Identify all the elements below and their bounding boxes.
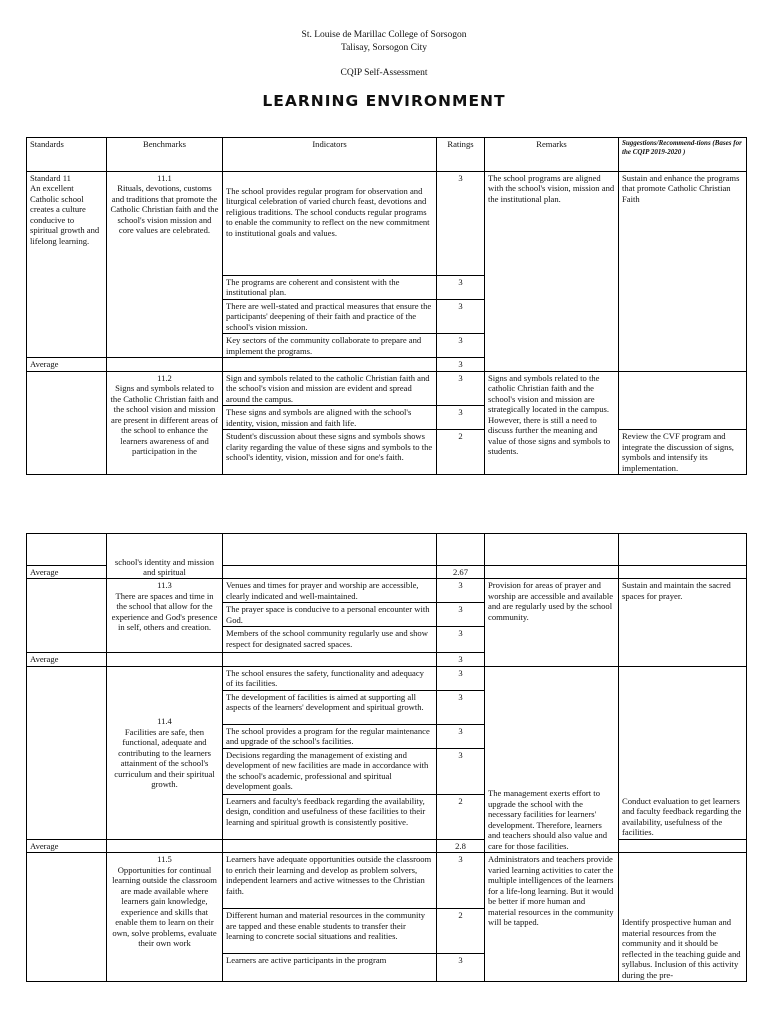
- empty-cell: [223, 839, 437, 852]
- benchmark-number: 11.2: [157, 372, 172, 383]
- empty-cell: [619, 839, 747, 852]
- benchmark-text: There are spaces and time in the school that allow for the experience and God's presence in self, others and creation.: [111, 590, 218, 633]
- benchmark-number: 11.5: [157, 854, 172, 865]
- benchmark-11-2: [107, 371, 223, 474]
- indicator: Members of the school community regularly use and show respect for designated sacred spaces.: [223, 627, 437, 653]
- indicator: Learners have adequate opportunities outside the classroom to enrich their learning and develop as problem solvers, independent learners and active witnesses to the Christian faith.: [223, 853, 437, 909]
- standard-11: [27, 172, 107, 358]
- empty-cell: [223, 534, 437, 566]
- empty-cell: [223, 358, 437, 371]
- suggestion: Sustain and enhance the programs that promote Catholic Christian Faith: [619, 172, 747, 372]
- page-title: LEARNING ENVIRONMENT: [262, 92, 506, 110]
- empty-cell: [107, 653, 223, 666]
- empty-cell: [27, 534, 107, 566]
- rating: 3: [437, 724, 485, 748]
- indicator: The school provides regular program for observation and liturgical celebration of varied church feast, devotions and religious traditions. The school conducts regular programs to enable the community to reflect on the new commitment to institutional goals and values.: [223, 172, 437, 276]
- rating: 3: [437, 172, 485, 276]
- benchmark-11-2-cont: school's identity and mission and spiritual: [107, 534, 223, 579]
- empty-cell: [107, 358, 223, 371]
- empty-cell: [619, 566, 747, 579]
- indicator: The development of facilities is aimed at supporting all aspects of the learners' development and spiritual growth.: [223, 690, 437, 724]
- indicator: The school ensures the safety, functionality and adequacy of its facilities.: [223, 666, 437, 690]
- col-indicators: Indicators: [223, 138, 437, 172]
- rating: 3: [437, 276, 485, 300]
- indicator: The programs are coherent and consistent with the institutional plan.: [223, 276, 437, 300]
- benchmark-number: 11.3: [157, 580, 172, 591]
- average-label: Average: [27, 566, 107, 579]
- rating: 3: [437, 748, 485, 794]
- empty-cell: [27, 853, 107, 982]
- average-rating: 2.67: [437, 566, 485, 579]
- rating: 3: [437, 853, 485, 909]
- rating: 2: [437, 909, 485, 954]
- empty-cell: [619, 534, 747, 566]
- benchmark-11-4: [107, 666, 223, 839]
- rating: 2: [437, 794, 485, 839]
- suggestion: Identify prospective human and material resources from the community and it should be reflected in the teaching guide and syllabus. Inclusion of this activity during the pre-: [619, 853, 747, 982]
- suggestion: Conduct evaluation to get learners and faculty feedback regarding the availability, usefulness of the facilities.: [619, 666, 747, 839]
- benchmark-text: Opportunities for continual learning outside the classroom are made available where learners gain knowledge, experience and skills that enable them to learn on their own, solve problems, evaluate their own work: [112, 864, 217, 949]
- benchmark-number: 11.1: [157, 173, 172, 183]
- rating: 3: [437, 954, 485, 982]
- col-benchmarks: Benchmarks: [107, 138, 223, 172]
- empty-cell: [107, 839, 223, 852]
- indicator: Key sectors of the community collaborate to prepare and implement the programs.: [223, 334, 437, 358]
- empty-cell: [27, 371, 107, 474]
- col-suggestions: Suggestions/Recommend-tions (Bases for the CQIP 2019-2020 ): [619, 138, 747, 172]
- standard-label: Standard 11: [30, 173, 71, 183]
- empty-cell: [485, 534, 619, 566]
- empty-cell: [27, 666, 107, 839]
- suggestion: Review the CVF program and integrate the discussion of signs, symbols and intensify its implementation.: [619, 430, 747, 475]
- rating: 3: [437, 334, 485, 358]
- rating: 2: [437, 430, 485, 475]
- indicator: Different human and material resources in the community are tapped and these enable students to transfer their learning to concrete social situations and realities.: [223, 909, 437, 954]
- indicator: The school provides a program for the regular maintenance and upgrade of the school's facilities.: [223, 724, 437, 748]
- benchmark-11-5: [107, 853, 223, 982]
- suggestion: Sustain and maintain the sacred spaces for prayer.: [619, 579, 747, 666]
- empty-cell: [437, 534, 485, 566]
- assessment-table-top: [26, 137, 747, 475]
- empty-cell: [223, 653, 437, 666]
- standard-text: An excellent Catholic school creates a culture conducive to spiritual growth and lifelong learning.: [30, 183, 100, 246]
- remarks: Signs and symbols related to the catholic Christian faith and the school's vision and mission are strategically located in the campus. However, there is still a need to discuss further the meaning and value of those signs and symbols to students.: [485, 371, 619, 474]
- col-standards: Standards: [27, 138, 107, 172]
- benchmark-text: Signs and symbols related to the Catholic Christian faith and the school vision and mission are present in different areas of the school to enhance the learners awareness of and participation in the: [110, 383, 219, 457]
- assessment-table-bottom: [26, 533, 747, 982]
- college-location: Talisay, Sorsogon City: [340, 43, 428, 53]
- empty-cell: [619, 371, 747, 429]
- assessment-label: CQIP Self-Assessment: [340, 68, 428, 78]
- indicator: Venues and times for prayer and worship are accessible, clearly indicated and well-maintained.: [223, 579, 437, 603]
- average-label: Average: [27, 839, 107, 852]
- indicator: There are well-stated and practical measures that ensure the participants' deepening of their faith and practice of the school's vision mission.: [223, 299, 437, 333]
- benchmark-text: Rituals, devotions, customs and traditions that promote the Catholic Christian faith and the school's vision mission and core values are celebrated.: [110, 183, 219, 236]
- col-ratings: Ratings: [437, 138, 485, 172]
- indicator: Learners are active participants in the program: [223, 954, 437, 982]
- rating: 3: [437, 299, 485, 333]
- average-label: Average: [27, 653, 107, 666]
- rating: 3: [437, 579, 485, 603]
- empty-cell: [27, 579, 107, 653]
- average-rating: 2.8: [437, 839, 485, 852]
- indicator: Sign and symbols related to the catholic Christian faith and the school's vision and mission are evident and spread around the campus.: [223, 371, 437, 405]
- col-remarks: Remarks: [485, 138, 619, 172]
- remarks: The school programs are aligned with the school's vision, mission and the institutional plan.: [485, 172, 619, 372]
- indicator: The prayer space is conducive to a personal encounter with God.: [223, 603, 437, 627]
- rating: 3: [437, 406, 485, 430]
- remarks: Provision for areas of prayer and worship are accessible and available and are regularly used by the school community.: [485, 579, 619, 666]
- empty-cell: [485, 566, 619, 579]
- college-name: St. Louise de Marillac College of Sorsogon: [301, 30, 467, 40]
- average-rating: 3: [437, 358, 485, 371]
- remarks: The management exerts effort to upgrade the school with the necessary facilities for learners' development. Therefore, learners and teachers should also value and care for those facilities.: [485, 666, 619, 852]
- rating: 3: [437, 371, 485, 405]
- indicator: Decisions regarding the management of existing and development of new facilities are made in accordance with the school's academic, professional and spiritual development goals.: [223, 748, 437, 794]
- indicator: Learners and faculty's feedback regarding the availability, design, condition and usefulness of these facilities to their learning and spiritual growth is consistently positive.: [223, 794, 437, 839]
- indicator: Student's discussion about these signs and symbols shows clarity regarding the value of these signs and symbols to the school's identity, vision, mission and for one's faith.: [223, 430, 437, 475]
- rating: 3: [437, 627, 485, 653]
- rating: 3: [437, 666, 485, 690]
- rating: 3: [437, 690, 485, 724]
- rating: 3: [437, 603, 485, 627]
- indicator: These signs and symbols are aligned with the school's identity, vision, mission and faith life.: [223, 406, 437, 430]
- benchmark-text: Facilities are safe, then functional, adequate and contributing to the learners attainment of the school's curriculum and their spiritual growth.: [114, 726, 215, 790]
- average-rating: 3: [437, 653, 485, 666]
- benchmark-11-1: [107, 172, 223, 358]
- average-label: Average: [27, 358, 107, 371]
- benchmark-number: 11.4: [157, 716, 172, 727]
- empty-cell: [223, 566, 437, 579]
- benchmark-11-3: [107, 579, 223, 653]
- remarks: Administrators and teachers provide varied learning activities to cater the multiple intelligences of the learners for a life-long learning. But it would be better if more human and material resources in the community will be tapped.: [485, 853, 619, 982]
